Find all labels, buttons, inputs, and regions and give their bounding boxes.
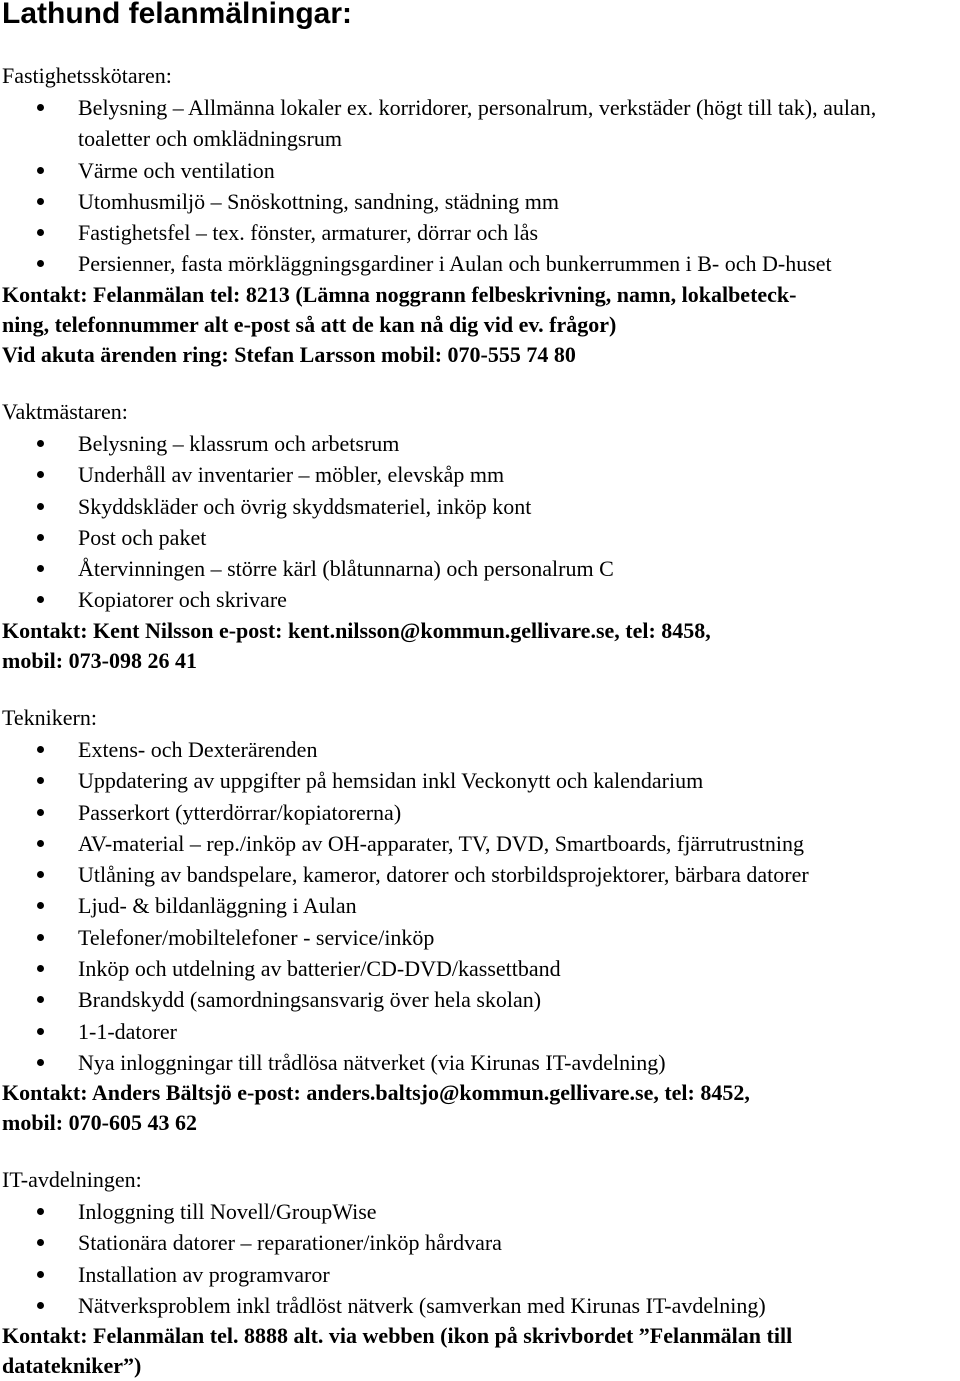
- section-heading: IT-avdelningen:: [2, 1167, 142, 1192]
- list-item: Installation av programvaror: [0, 1259, 960, 1290]
- bullet-icon: [37, 1271, 44, 1278]
- contact-line: datatekniker”): [2, 1353, 142, 1379]
- bullet-icon: [37, 167, 44, 174]
- bullet-icon: [37, 746, 44, 753]
- bullet-icon: [37, 503, 44, 510]
- contact-line: mobil: 070-605 43 62: [2, 1110, 197, 1136]
- list-item: Återvinningen – större kärl (blåtunnarna) och personalrum C: [0, 553, 960, 584]
- bullet-icon: [37, 565, 44, 572]
- section-teknikern: [0, 702, 960, 1138]
- list-item: Kopiatorer och skrivare: [0, 584, 960, 615]
- contact-line: Kontakt: Felanmälan tel. 8888 alt. via webben (ikon på skrivbordet ”Felanmälan till: [2, 1323, 793, 1349]
- bullet-icon: [37, 840, 44, 847]
- section-heading: Fastighetsskötaren:: [2, 63, 172, 88]
- list-item: Telefoner/mobiltelefoner - service/inköp: [0, 922, 960, 953]
- section-fastighetsskotaren: [0, 60, 960, 370]
- bullet-icon: [37, 471, 44, 478]
- bullet-icon: [37, 965, 44, 972]
- contact-line: mobil: 073-098 26 41: [2, 647, 197, 673]
- list-item: Nya inloggningar till trådlösa nätverket (via Kirunas IT-avdelning): [0, 1047, 960, 1078]
- list-item: Extens- och Dexterärenden: [0, 734, 960, 765]
- list-item: Inköp och utdelning av batterier/CD-DVD/kassettband: [0, 953, 960, 984]
- list-item: Stationära datorer – reparationer/inköp hårdvara: [0, 1227, 960, 1258]
- contact-info: [0, 1078, 960, 1138]
- list-item: Nätverksproblem inkl trådlöst nätverk (samverkan med Kirunas IT-avdelning): [0, 1290, 960, 1321]
- contact-line: Kontakt: Felanmälan tel: 8213 (Lämna noggrann felbeskrivning, namn, lokalbeteck-: [2, 281, 797, 307]
- bullet-icon: [37, 229, 44, 236]
- section-heading: Teknikern:: [2, 705, 97, 730]
- bullet-icon: [37, 1028, 44, 1035]
- list-item: Passerkort (ytterdörrar/kopiatorerna): [0, 797, 960, 828]
- list-item: Underhåll av inventarier – möbler, elevskåp mm: [0, 459, 960, 490]
- list-item: Värme och ventilation: [0, 155, 960, 186]
- list-item: Fastighetsfel – tex. fönster, armaturer, dörrar och lås: [0, 217, 960, 248]
- contact-info: [0, 616, 960, 676]
- list-item: Utlåning av bandspelare, kameror, datorer och storbildsprojektorer, bärbara datorer: [0, 859, 960, 890]
- list-item: Ljud- & bildanläggning i Aulan: [0, 890, 960, 921]
- item-list: [0, 428, 960, 616]
- bullet-icon: [37, 934, 44, 941]
- bullet-icon: [37, 534, 44, 541]
- bullet-icon: [37, 1239, 44, 1246]
- list-item: Uppdatering av uppgifter på hemsidan inkl Veckonytt och kalendarium: [0, 765, 960, 796]
- bullet-icon: [37, 198, 44, 205]
- list-item: Belysning – klassrum och arbetsrum: [0, 428, 960, 459]
- bullet-icon: [37, 104, 44, 111]
- item-list: [0, 1196, 960, 1321]
- bullet-icon: [37, 809, 44, 816]
- contact-line: Vid akuta ärenden ring: Stefan Larsson mobil: 070-555 74 80: [2, 341, 576, 367]
- contact-info: [0, 280, 960, 370]
- contact-line: Kontakt: Kent Nilsson e-post: kent.nilsson@kommun.gellivare.se, tel: 8458,: [2, 617, 711, 643]
- bullet-icon: [37, 902, 44, 909]
- list-item: Inloggning till Novell/GroupWise: [0, 1196, 960, 1227]
- bullet-icon: [37, 1059, 44, 1066]
- contact-info: [0, 1321, 960, 1381]
- list-item: Belysning – Allmänna lokaler ex. korridorer, personalrum, verkstäder (högt till tak), aulan, toaletter och omklädningsrum: [0, 92, 960, 155]
- bullet-icon: [37, 996, 44, 1003]
- list-item: Post och paket: [0, 522, 960, 553]
- list-item: Persienner, fasta mörkläggningsgardiner i Aulan och bunkerrummen i B- och D-huset: [0, 248, 960, 279]
- bullet-icon: [37, 871, 44, 878]
- page-title: Lathund felanmälningar:: [2, 0, 353, 30]
- list-item: Utomhusmiljö – Snöskottning, sandning, städning mm: [0, 186, 960, 217]
- list-item: AV-material – rep./inköp av OH-apparater, TV, DVD, Smartboards, fjärrutrustning: [0, 828, 960, 859]
- list-item: Skyddskläder och övrig skyddsmateriel, inköp kont: [0, 491, 960, 522]
- bullet-icon: [37, 1302, 44, 1309]
- item-list: [0, 734, 960, 1078]
- item-list: [0, 92, 960, 280]
- section-heading: Vaktmästaren:: [2, 399, 128, 424]
- bullet-icon: [37, 596, 44, 603]
- section-vaktmastaren: [0, 396, 960, 676]
- bullet-icon: [37, 260, 44, 267]
- bullet-icon: [37, 1208, 44, 1215]
- contact-line: Kontakt: Anders Bältsjö e-post: anders.baltsjo@kommun.gellivare.se, tel: 8452,: [2, 1080, 750, 1106]
- bullet-icon: [37, 777, 44, 784]
- contact-line: ning, telefonnummer alt e-post så att de kan nå dig vid ev. frågor): [2, 311, 617, 337]
- section-it-avdelningen: [0, 1164, 960, 1381]
- list-item: 1-1-datorer: [0, 1016, 960, 1047]
- bullet-icon: [37, 440, 44, 447]
- list-item: Brandskydd (samordningsansvarig över hela skolan): [0, 984, 960, 1015]
